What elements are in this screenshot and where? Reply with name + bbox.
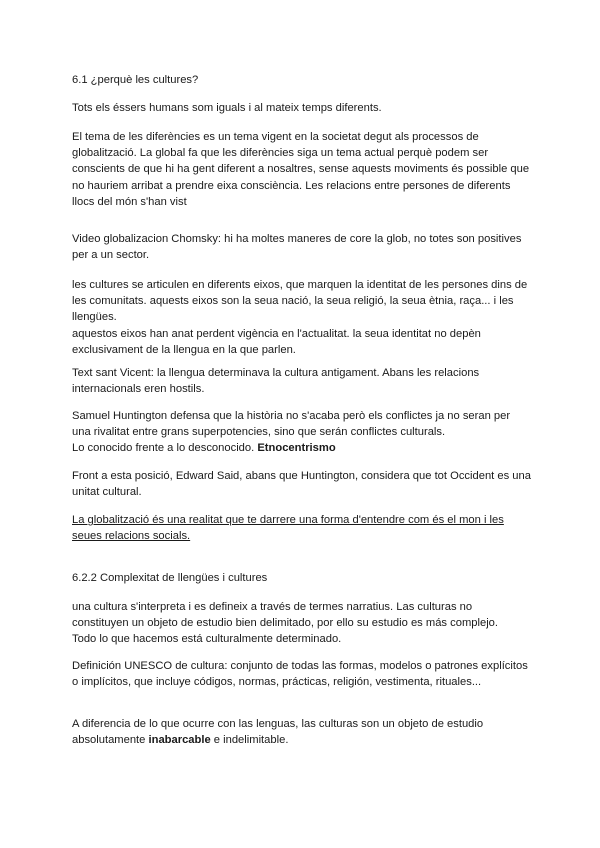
text-line-inabarcable — [72, 732, 532, 748]
text-line: conscients de que hi ha gent diferent a nosaltres, sense aquests moviments és possible que — [72, 163, 530, 176]
paragraph-inabarcable — [72, 716, 532, 748]
text-line: Front a esta posició, Edward Said, abans que Huntington, considera que tot Occident es una — [72, 470, 531, 482]
text-line: llengües. — [72, 311, 117, 324]
text-line: Text sant Vicent: la llengua determinava la cultura antigament. Abans les relacions — [72, 367, 480, 379]
text-line: seues relacions socials. — [72, 530, 191, 543]
text-line: o implícitos, que incluye códigos, normas, prácticas, religión, vestimenta, rituales... — [72, 676, 482, 689]
text-line: A diferencia de lo que ocurre con las lenguas, las culturas son un objeto de estudio — [72, 718, 484, 730]
paragraph-intro: Tots els éssers humans som iguals i al mateix temps diferents. — [72, 102, 382, 114]
text-line: no hauriem arribat a prendre eixa consciència. Les relacions entre persones de diferents — [72, 179, 511, 192]
text-line: constituyen un objeto de estudio bien delimitado, por ello su estudio es más complejo. — [72, 617, 499, 630]
text-line: La globalització és una realitat que te darrere una forma d'entendre com és el mon i les — [72, 514, 504, 526]
text-line: Todo lo que hacemos está culturalmente determinado. — [72, 633, 342, 646]
paragraph-edward-said — [72, 468, 532, 500]
paragraph-chomsky-video — [72, 231, 532, 263]
text-line: El tema de les diferències es un tema vigent en la societat degut als processos de — [72, 131, 479, 143]
text-line: les comunitats. aquests eixos son la seua nació, la seua religió, la seua ètnia, raça... i les — [72, 295, 514, 308]
paragraph-differences — [72, 129, 532, 210]
bold-term-inabarcable: inabarcable — [148, 734, 211, 747]
text-run: e indelimitable. — [210, 734, 289, 747]
text-line: internacionals eren hostils. — [72, 383, 205, 396]
text-line: les cultures se articulen en diferents eixos, que marquen la identitat de les persones dins de — [72, 279, 528, 291]
paragraph-sant-vicent — [72, 365, 532, 397]
section-heading-6-2-2: 6.2.2 Complexitat de llengües i cultures — [72, 572, 268, 584]
text-line: per a un sector. — [72, 249, 150, 262]
section-heading-6-1: 6.1 ¿perquè les cultures? — [72, 74, 199, 86]
text-line: una cultura s'interpreta i es defineix a través de termes narratius. Las culturas no — [72, 601, 473, 613]
paragraph-cultural-axes — [72, 277, 532, 358]
paragraph-globalization-underlined — [72, 512, 532, 544]
text-run: absolutamente — [72, 734, 149, 747]
text-line: globalització. La global fa que les diferències siga un tema actual perquè podem ser — [72, 147, 489, 160]
text-line: Samuel Huntington defensa que la història no s'acaba però els conflictes ja no seran per — [72, 410, 511, 422]
text-line: exclusivament de la llengua en la que parlen. — [72, 343, 296, 356]
paragraph-huntington — [72, 408, 532, 457]
text-line: una rivalitat entre grans superpotencies, sino que serán conflictes culturals. — [72, 426, 446, 439]
text-line: Definición UNESCO de cultura: conjunto de todas las formas, modelos o patrones explícitos — [72, 660, 528, 672]
text-line: aquestos eixos han anat perdent vigència en l'actualitat. la seua identitat no depèn — [72, 327, 481, 340]
paragraph-culture-narrative — [72, 599, 532, 648]
text-line: Video globalizacion Chomsky: hi ha moltes maneres de core la glob, no totes son positives — [72, 233, 522, 245]
text-line-etnocentrismo — [72, 440, 532, 456]
text-line: llocs del món s'han vist — [72, 195, 187, 208]
text-run: Lo conocido frente a lo desconocido. — [72, 442, 258, 455]
bold-term-etnocentrismo: Etnocentrismo — [257, 442, 336, 455]
paragraph-unesco-definition — [72, 658, 532, 690]
text-line: unitat cultural. — [72, 486, 142, 499]
